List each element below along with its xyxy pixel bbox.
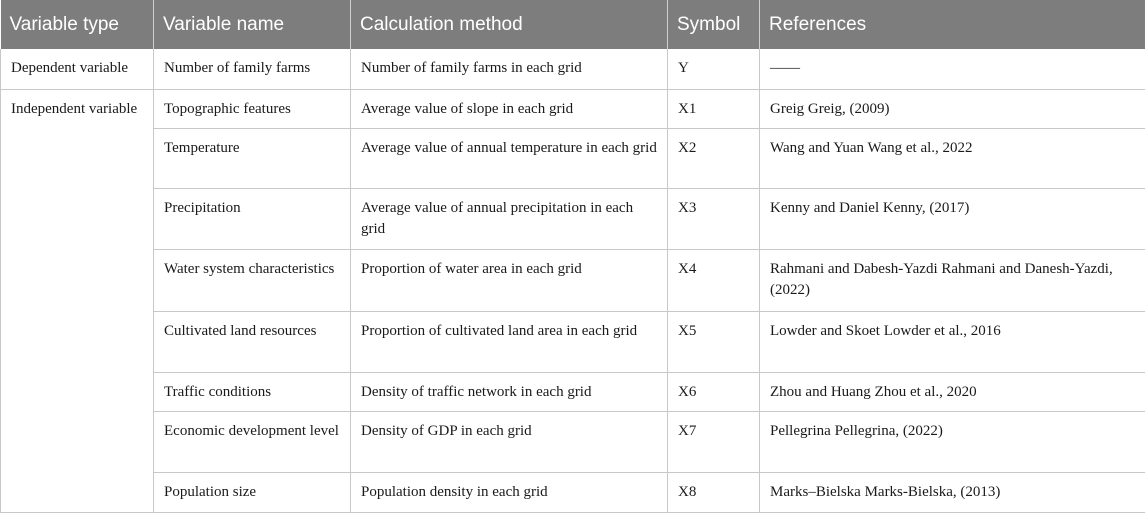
- reference-cell: Marks–Bielska Marks-Bielska, (2013): [760, 472, 1145, 512]
- header-row: [1, 0, 1145, 49]
- variable-name-cell: Cultivated land resources: [154, 311, 351, 372]
- reference-cell: Wang and Yuan Wang et al., 2022: [760, 128, 1145, 188]
- table-row: [1, 128, 1145, 188]
- reference-cell: ——: [760, 49, 1145, 89]
- group-cell-independent: Independent variable: [1, 89, 154, 512]
- header-symbol: Symbol: [668, 0, 760, 49]
- symbol-cell: X5: [668, 311, 760, 372]
- table-row: [1, 49, 1145, 89]
- reference-cell: Pellegrina Pellegrina, (2022): [760, 411, 1145, 472]
- calculation-method-cell: Number of family farms in each grid: [351, 49, 668, 89]
- symbol-cell: X4: [668, 249, 760, 311]
- variable-name-cell: Number of family farms: [154, 49, 351, 89]
- calculation-method-cell: Proportion of water area in each grid: [351, 249, 668, 311]
- symbol-cell: X8: [668, 472, 760, 512]
- reference-cell: Zhou and Huang Zhou et al., 2020: [760, 372, 1145, 411]
- table-row: [1, 188, 1145, 249]
- variable-name-cell: Precipitation: [154, 188, 351, 249]
- calculation-method-cell: Density of traffic network in each grid: [351, 372, 668, 411]
- table-row: [1, 311, 1145, 372]
- variable-name-cell: Temperature: [154, 128, 351, 188]
- table-header: [1, 0, 1145, 49]
- reference-cell: Lowder and Skoet Lowder et al., 2016: [760, 311, 1145, 372]
- table-row: [1, 89, 1145, 128]
- variable-name-cell: Water system characteristics: [154, 249, 351, 311]
- symbol-cell: X6: [668, 372, 760, 411]
- calculation-method-cell: Average value of annual temperature in each grid: [351, 128, 668, 188]
- calculation-method-cell: Population density in each grid: [351, 472, 668, 512]
- table-row: [1, 249, 1145, 311]
- header-variable-type: Variable type: [1, 0, 154, 49]
- reference-cell: Greig Greig, (2009): [760, 89, 1145, 128]
- symbol-cell: X2: [668, 128, 760, 188]
- group-cell-dependent: Dependent variable: [1, 49, 154, 89]
- calculation-method-cell: Average value of slope in each grid: [351, 89, 668, 128]
- calculation-method-cell: Density of GDP in each grid: [351, 411, 668, 472]
- calculation-method-cell: Proportion of cultivated land area in each grid: [351, 311, 668, 372]
- symbol-cell: X3: [668, 188, 760, 249]
- header-variable-name: Variable name: [154, 0, 351, 49]
- reference-cell: Kenny and Daniel Kenny, (2017): [760, 188, 1145, 249]
- variable-name-cell: Topographic features: [154, 89, 351, 128]
- variable-name-cell: Traffic conditions: [154, 372, 351, 411]
- header-references: References: [760, 0, 1145, 49]
- symbol-cell: Y: [668, 49, 760, 89]
- header-calculation-method: Calculation method: [351, 0, 668, 49]
- calculation-method-cell: Average value of annual precipitation in each grid: [351, 188, 668, 249]
- symbol-cell: X1: [668, 89, 760, 128]
- variable-name-cell: Economic development level: [154, 411, 351, 472]
- table-row: [1, 411, 1145, 472]
- table-row: [1, 372, 1145, 411]
- reference-cell: Rahmani and Dabesh-Yazdi Rahmani and Danesh-Yazdi, (2022): [760, 249, 1145, 311]
- table-body: [1, 49, 1145, 512]
- variable-name-cell: Population size: [154, 472, 351, 512]
- symbol-cell: X7: [668, 411, 760, 472]
- table-row: [1, 472, 1145, 512]
